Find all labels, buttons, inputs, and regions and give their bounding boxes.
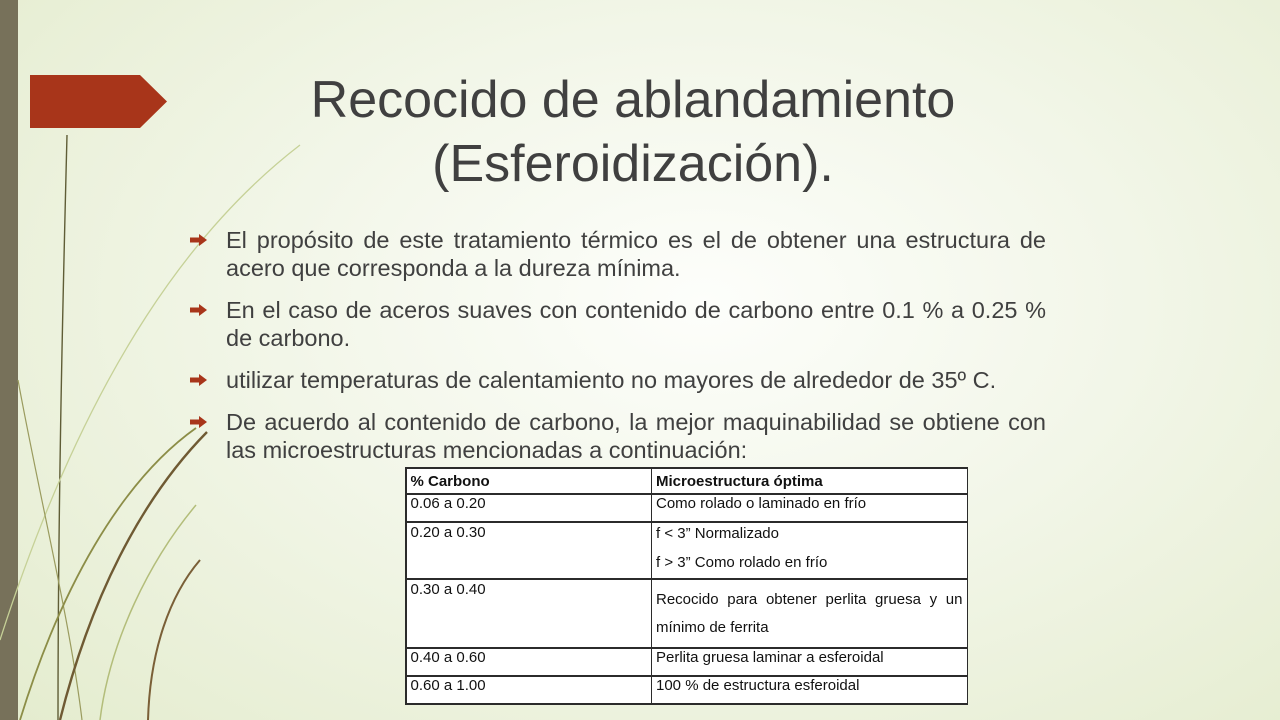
arrow-right-icon: [190, 374, 207, 386]
bullet-text: En el caso de aceros suaves con contenido de carbono entre 0.1 % a 0.25 % de carbono.: [226, 297, 1046, 351]
table-cell-microstructure: Recocido para obtener perlita gruesa y un mínimo de ferrita: [652, 580, 967, 648]
bullet-item: [226, 296, 1046, 352]
table-cell-carbon: 0.30 a 0.40: [407, 580, 651, 648]
bullet-text: utilizar temperaturas de calentamiento no mayores de alrededor de 35º C.: [226, 367, 997, 393]
bullet-item: [226, 408, 1046, 464]
arrow-right-icon: [190, 304, 207, 316]
microstructure-table: [405, 467, 968, 705]
table-header-carbon: % Carbono: [407, 469, 651, 494]
table-cell-carbon: 0.20 a 0.30: [407, 523, 651, 579]
arrow-right-icon: [190, 234, 207, 246]
table-header-microstructure: Microestructura óptima: [652, 469, 967, 494]
table-cell-microstructure: 100 % de estructura esferoidal: [652, 677, 967, 704]
table-cell-microstructure: Perlita gruesa laminar a esferoidal: [652, 649, 967, 676]
bullet-text: De acuerdo al contenido de carbono, la mejor maquinabilidad se obtiene con las microestructuras mencionadas a continuación:: [226, 409, 1046, 463]
title-arrow-marker: [30, 75, 167, 128]
bullet-item: [226, 366, 1046, 394]
bullet-list: [226, 226, 1046, 478]
arrow-right-icon: [190, 416, 207, 428]
table-cell-microstructure: [652, 523, 967, 579]
table-cell-carbon: 0.40 a 0.60: [407, 649, 651, 676]
table-cell-carbon: 0.06 a 0.20: [407, 495, 651, 522]
microstructure-line: f > 3” Como rolado en frío: [656, 553, 828, 571]
microstructure-line: f < 3” Normalizado: [656, 524, 779, 542]
bullet-item: [226, 226, 1046, 282]
table-cell-carbon: 0.60 a 1.00: [407, 677, 651, 704]
bullet-text: El propósito de este tratamiento térmico es el de obtener una estructura de acero que corresponda a la dureza mínima.: [226, 227, 1046, 281]
table-cell-microstructure: Como rolado o laminado en frío: [652, 495, 967, 522]
slide-title: Recocido de ablandamiento (Esferoidización).: [310, 71, 956, 193]
